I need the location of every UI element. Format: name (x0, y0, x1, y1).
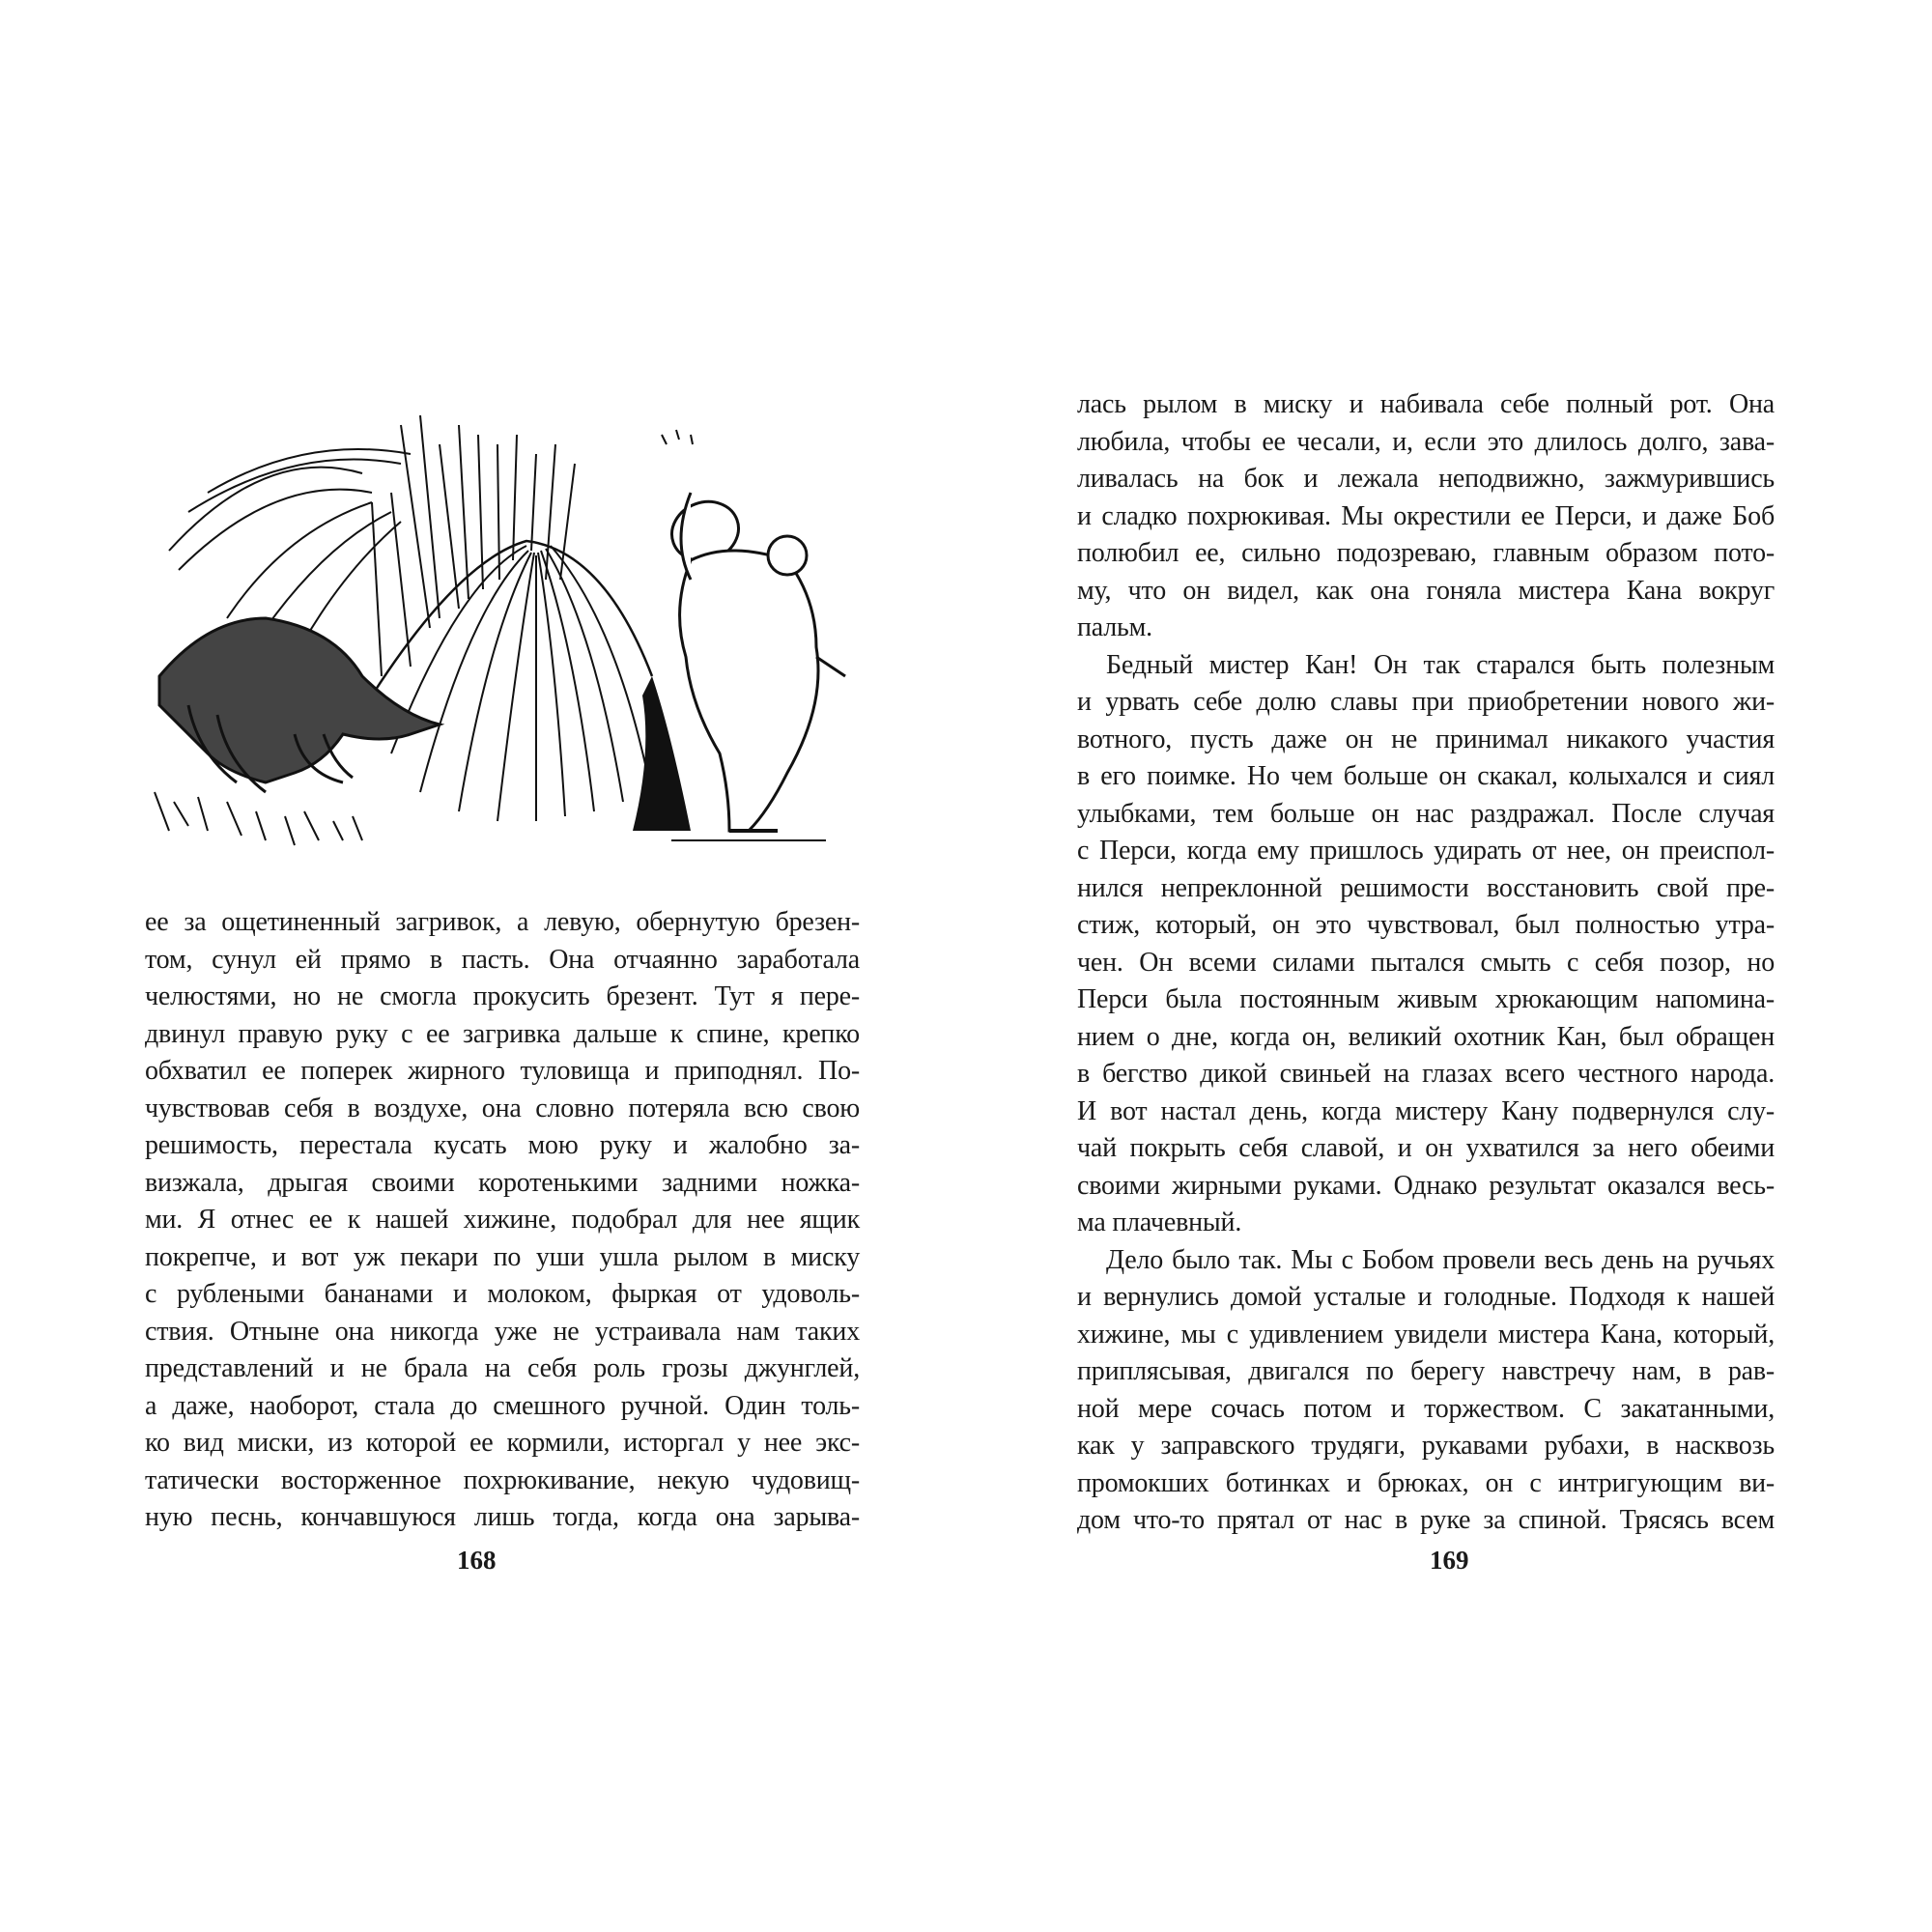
text-line: ма плачевный. (1077, 1208, 1242, 1237)
text-line: лась рылом в миску и набивала себе полный рот. Она (1077, 389, 1775, 419)
text-line: пальм. (1077, 612, 1152, 642)
text-line: му, что он видел, как она гоняла мистера Кана вокруг (1077, 575, 1775, 606)
text-line: И вот настал день, когда мистеру Кану подвернулся слу- (1077, 1095, 1775, 1126)
text-line: Перси была постоянным живым хрюкающим напомина- (1077, 984, 1775, 1014)
text-line: и вернулись домой усталые и голодные. Подходя к нашей (1077, 1282, 1775, 1312)
text-line: промокших ботинках и брюках, он с интригующим ви- (1077, 1467, 1775, 1498)
text-line: нился непреклонной решимости восстановить свой пре- (1077, 872, 1775, 903)
text-line: двинул правую руку с ее загривка дальше к спине, крепко (145, 1018, 860, 1049)
text-line: и урвать себе долю славы при приобретении нового жи- (1077, 687, 1775, 717)
text-line: вотного, пусть даже он не принимал никакого участия (1077, 724, 1775, 754)
text-line: визжала, дрыгая своими коротенькими задними ножка- (145, 1167, 860, 1198)
text-line: ее за ощетиненный загривок, а левую, обернутую брезен- (145, 907, 860, 937)
text-line: и сладко похрюкивая. Мы окрестили ее Перси, и даже Боб (1077, 500, 1775, 531)
text-line: ствия. Отныне она никогда уже не устраивала нам таких (145, 1316, 860, 1347)
text-line: ную песнь, кончавшуюся лишь тогда, когда она зарыва- (145, 1502, 860, 1532)
text-line: своими жирными руками. Однако результат оказался весь- (1077, 1170, 1775, 1201)
right-page (966, 0, 1932, 1932)
text-line: решимость, перестала кусать мою руку и жалобно за- (145, 1130, 860, 1160)
text-line: с рублеными бананами и молоком, фыркая от удоволь- (145, 1279, 860, 1309)
text-line: том, сунул ей прямо в пасть. Она отчаянно заработала (145, 944, 860, 975)
text-line: ко вид миски, из которой ее кормили, исторгал у нее экс- (145, 1428, 860, 1458)
text-line: нием о дне, когда он, великий охотник Кан, был обращен (1077, 1021, 1775, 1052)
page-number: 168 (457, 1546, 497, 1575)
text-line: в его поимке. Но чем больше он скакал, колыхался и сиял (1077, 761, 1775, 791)
page-number: 169 (1430, 1546, 1469, 1575)
text-line: стиж, который, он это чувствовал, был полностью утра- (1077, 910, 1775, 940)
text-line: ми. Я отнес ее к нашей хижине, подобрал для нее ящик (145, 1205, 860, 1235)
text-line: приплясывая, двигался по берегу навстречу нам, в рав- (1077, 1356, 1775, 1386)
text-line: татически восторженное похрюкивание, некую чудовищ- (145, 1464, 860, 1495)
text-line: чен. Он всеми силами пытался смыть с себя позор, но (1077, 947, 1775, 978)
text-line: хижине, мы с удивлением увидели мистера Кана, который, (1077, 1319, 1775, 1350)
text-line: покрепче, и вот уж пекари по уши ушла рылом в миску (145, 1241, 860, 1272)
paragraph-start-line: Дело было так. Мы с Бобом провели весь день на ручьях (1106, 1244, 1775, 1275)
text-line: ливалась на бок и лежала неподвижно, зажмурившись (1077, 464, 1775, 494)
text-line: как у заправского трудяги, рукавами рубахи, в насквозь (1077, 1431, 1775, 1461)
text-line: обхватил ее поперек жирного туловища и приподнял. По- (145, 1056, 860, 1086)
text-line: с Перси, когда ему пришлось удирать от нее, он преиспол- (1077, 836, 1775, 866)
text-line: в бегство дикой свиньей на глазах всего честного народа. (1077, 1059, 1775, 1089)
text-line: представлений и не брала на себя роль грозы джунглей, (145, 1353, 860, 1383)
text-line: чай покрыть себя славой, и он ухватился за него обеими (1077, 1133, 1775, 1163)
left-page-body-text (145, 904, 860, 1537)
text-line: полюбил ее, сильно подозреваю, главным образом пото- (1077, 538, 1775, 568)
right-page-body-text (1077, 386, 1775, 1540)
text-line: а даже, наоборот, стала до смешного ручной. Один толь- (145, 1390, 860, 1421)
paragraph-start-line: Бедный мистер Кан! Он так старался быть полезным (1106, 649, 1775, 680)
text-line: дом что-то прятал от нас в руке за спиной. Трясясь всем (1077, 1505, 1775, 1535)
illustration-peccary-chase (150, 386, 869, 850)
text-line: ной мере сочась потом и торжеством. С закатанными, (1077, 1393, 1775, 1424)
illustration-drawing-icon (150, 386, 869, 850)
text-line: улыбками, тем больше он нас раздражал. После случая (1077, 798, 1775, 829)
text-line: любила, чтобы ее чесали, и, если это длилось долго, зава- (1077, 426, 1775, 457)
text-line: чувствовав себя в воздухе, она словно потеряла всю свою (145, 1093, 860, 1123)
text-line: челюстями, но не смогла прокусить брезент. Тут я пере- (145, 981, 860, 1011)
